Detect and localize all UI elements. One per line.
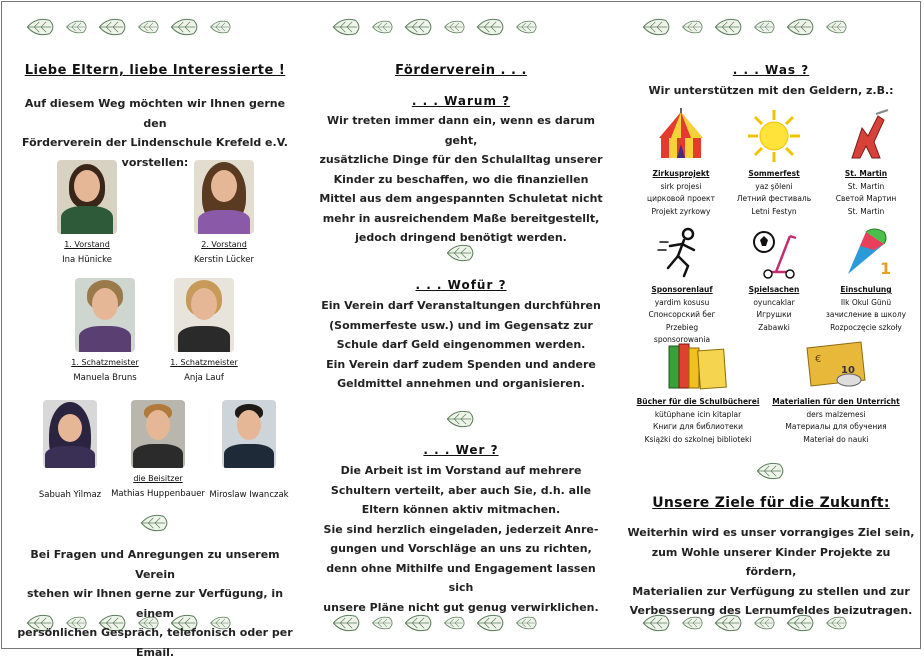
- svg-text:1: 1: [880, 259, 892, 278]
- leaf-icon: [96, 16, 130, 38]
- person-card: [52, 160, 122, 265]
- text-line: Wir treten immer dann ein, wenn es darum geht,: [327, 114, 595, 147]
- item-sponsorenlauf: [640, 224, 724, 347]
- leaf-row-top-middle: [330, 16, 540, 38]
- leaf-icon: [64, 18, 90, 36]
- text-line: (Sommerfeste usw.) und im Gegensatz zur: [329, 318, 593, 332]
- item-caption: [640, 284, 724, 347]
- closing-line: stehen wir Ihnen gerne zur Verfügung, in einem: [26, 587, 284, 620]
- person-card: [204, 400, 294, 500]
- item-title: Zirkusprojekt: [652, 169, 710, 178]
- leaf-icon: [442, 18, 468, 36]
- item-line: Zabawki: [758, 322, 790, 332]
- runner-icon: [654, 224, 710, 280]
- item-line: Projekt zyrkowy: [651, 206, 711, 216]
- warum-title: . . . Warum ?: [411, 94, 511, 108]
- text-line: Schultern verteilt, aber auch Sie, d.h. alle: [330, 483, 592, 497]
- item-line: yardim kosusu: [654, 297, 710, 307]
- leaf-icon: [824, 18, 850, 36]
- item-line: Материалы для обучения: [785, 422, 887, 431]
- text-line: Mittel aus dem angespannten Schuletat nicht: [319, 192, 603, 205]
- leaf-icon: [752, 18, 778, 36]
- person-name: Ina Hünicke: [62, 255, 112, 265]
- item-caption: [646, 168, 716, 218]
- item-line: Książki do szkolnej biblioteki: [644, 434, 752, 444]
- portrait-photo: [131, 400, 185, 468]
- leaf-icon: [138, 512, 172, 534]
- leaf-icon: [24, 16, 58, 38]
- text-line: Kinder zu beschaffen, wo die finanziellen: [333, 172, 589, 186]
- person-role: [32, 474, 108, 484]
- item-line: Letni Festyn: [751, 206, 797, 216]
- person-role: 1. Schatzmeister: [71, 358, 139, 367]
- text-line: Geldmittel annehmen und organisieren.: [337, 377, 585, 390]
- item-einschulung: [822, 224, 910, 334]
- leaf-icon: [640, 16, 674, 38]
- item-title: St. Martin: [844, 169, 888, 178]
- text-line: Weiterhin wird es unser vorrangiges Ziel sein,: [627, 526, 915, 539]
- leaf-icon: [136, 18, 162, 36]
- was-title: . . . Was ?: [732, 63, 810, 77]
- item-line: зачисление в школу: [825, 310, 907, 319]
- person-name: Anja Lauf: [184, 373, 224, 383]
- item-line: Przebieg sponsorowania: [653, 322, 711, 344]
- leaf-row-top-right: [640, 16, 850, 38]
- sun-icon: [746, 108, 802, 164]
- item-caption: [822, 284, 910, 334]
- leaf-icon: [330, 16, 364, 38]
- intro-line: vorstellen:: [121, 155, 189, 169]
- leaf-divider: [754, 460, 788, 486]
- warum-text: [316, 111, 606, 248]
- item-spielsachen: [734, 224, 814, 334]
- portrait-photo: [43, 400, 97, 468]
- text-line: mehr in ausreichendem Maße bereitgestellt,: [322, 211, 600, 225]
- item-caption: [734, 168, 814, 218]
- item-line: St. Martin: [847, 181, 885, 191]
- middle-heading: Förderverein . . .: [395, 63, 527, 78]
- item-line: oyuncaklar: [753, 297, 795, 307]
- leaf-icon: [784, 16, 818, 38]
- person-role: 1. Schatzmeister: [170, 358, 238, 367]
- item-line: kütüphane icin kitaplar: [654, 409, 742, 419]
- wofuer-title: . . . Wofür ?: [415, 278, 507, 292]
- person-card: [68, 278, 142, 383]
- item-buecher: [630, 340, 766, 446]
- item-line: sirk projesi: [660, 181, 702, 191]
- wer-title: . . . Wer ?: [423, 443, 499, 457]
- portrait-photo: [57, 160, 117, 234]
- text-line: Materialien zur Verfügung zu stellen und zur: [632, 584, 910, 598]
- intro-line: Förderverein der Lindenschule Krefeld e.V.: [22, 136, 288, 149]
- person-card: [110, 400, 206, 499]
- item-sommerfest: [734, 108, 814, 218]
- text-line: Sie sind herzlich eingeladen, jederzeit Anre-: [323, 522, 599, 536]
- leaf-icon: [168, 16, 202, 38]
- text-line: unsere Pläne nicht gut genug verwirklichen.: [323, 600, 599, 614]
- item-line: Книги для библиотеки: [653, 422, 743, 431]
- item-title: Sommerfest: [748, 169, 800, 178]
- item-title: Sponsorenlauf: [651, 285, 713, 294]
- person-name: Sabuah Yilmaz: [38, 490, 102, 500]
- item-line: Materiał do nauki: [803, 434, 869, 444]
- item-title: Bücher für die Schulbücherei: [636, 397, 760, 406]
- text-line: Verbesserung des Lernumfeldes beizutragen.: [629, 604, 913, 617]
- leaf-icon: [474, 16, 508, 38]
- person-name: Miroslaw Iwanczak: [209, 490, 289, 500]
- portrait-photo: [75, 278, 135, 352]
- portrait-photo: [194, 160, 254, 234]
- person-name: Manuela Bruns: [73, 373, 137, 383]
- person-role: [204, 474, 294, 484]
- text-line: Schule darf Geld eingenommen werden.: [336, 338, 586, 351]
- item-title: Materialien für den Unterricht: [772, 397, 900, 406]
- wofuer-text: [316, 296, 606, 394]
- money-icon: [801, 340, 871, 392]
- leaf-icon: [444, 242, 478, 264]
- leaf-divider: [444, 408, 478, 434]
- leaf-icon: [370, 18, 396, 36]
- closing-line: persönlichen Gespräch, telefonisch oder per Email.: [17, 626, 293, 659]
- item-materialien: [768, 340, 904, 446]
- coin-value: 10: [841, 365, 855, 376]
- text-line: jedoch dringend benötigt werden.: [355, 231, 567, 244]
- portrait-photo: [174, 278, 234, 352]
- person-role: die Beisitzer: [133, 474, 183, 483]
- text-line: zusätzliche Dinge für den Schulalltag unserer: [319, 153, 603, 166]
- item-caption: [768, 396, 904, 446]
- wer-text: [316, 461, 606, 617]
- goals-title: Unsere Ziele für die Zukunft:: [652, 495, 890, 511]
- leaf-icon: [402, 16, 436, 38]
- toys-icon: [746, 224, 802, 280]
- item-line: Rozpoczęcie szkoły: [830, 322, 902, 332]
- person-card: [164, 278, 244, 383]
- leaf-icon: [208, 18, 234, 36]
- closing-line: Bei Fragen und Anregungen zu unserem Verein: [30, 548, 280, 581]
- leaf-divider: [444, 242, 478, 268]
- item-line: Светой Мартин: [835, 194, 897, 203]
- item-line: цирковой проект: [647, 194, 715, 203]
- left-heading: Liebe Eltern, liebe Interessierte !: [24, 63, 286, 78]
- person-card: [32, 400, 108, 500]
- leaf-row-top-left: [24, 16, 234, 38]
- leaf-icon: [514, 18, 540, 36]
- leaf-icon: [444, 408, 478, 430]
- school-cone-icon: [838, 224, 894, 280]
- item-line: Игрушки: [756, 310, 792, 319]
- text-line: Ein Verein darf zudem Spenden und andere: [326, 357, 596, 371]
- person-name: Kerstin Lücker: [193, 255, 255, 265]
- intro-line: Auf diesem Weg möchten wir Ihnen gerne den: [24, 97, 286, 130]
- text-line: Ein Verein darf Veranstaltungen durchführen: [321, 299, 601, 312]
- left-closing: [14, 545, 296, 662]
- item-caption: [734, 284, 814, 334]
- text-line: gungen und Vorschläge an uns zu richten,: [330, 542, 592, 555]
- item-line: Ilk Okul Günü: [840, 297, 892, 307]
- portrait-photo: [222, 400, 276, 468]
- st-martin-icon: [838, 108, 894, 164]
- leaf-icon: [712, 16, 746, 38]
- person-name: Mathias Huppenbauer: [111, 489, 205, 499]
- item-caption: [630, 396, 766, 446]
- text-line: denn ohne Mithilfe und Engagement lassen sich: [326, 561, 596, 594]
- item-title: Spielsachen: [748, 285, 800, 294]
- text-line: Eltern können aktiv mitmachen.: [361, 503, 561, 516]
- item-zirkus: [646, 108, 716, 218]
- item-caption: [826, 168, 906, 218]
- books-icon: [663, 340, 733, 392]
- circus-tent-icon: [653, 108, 709, 164]
- item-line: Летний фестиваль: [736, 194, 812, 203]
- was-subtitle: Wir unterstützen mit den Geldern, z.B.:: [648, 84, 894, 97]
- item-title: Einschulung: [840, 285, 892, 294]
- person-role: 1. Vorstand: [64, 240, 110, 249]
- item-st-martin: [826, 108, 906, 218]
- item-line: St. Martin: [847, 206, 885, 216]
- item-line: ders malzemesi: [806, 409, 866, 419]
- person-role: 2. Vorstand: [201, 240, 247, 249]
- leaf-icon: [680, 18, 706, 36]
- text-line: zum Wohle unserer Kinder Projekte zu fördern,: [651, 545, 891, 578]
- text-line: Die Arbeit ist im Vorstand auf mehrere: [340, 464, 582, 477]
- item-line: yaz şöleni: [755, 181, 793, 191]
- goals-text: [626, 523, 916, 621]
- svg-text:€: €: [815, 354, 822, 365]
- person-card: [186, 160, 262, 265]
- item-line: Спонсорский бег: [648, 310, 716, 319]
- leaf-icon: [754, 460, 788, 482]
- leaf-divider: [138, 512, 172, 538]
